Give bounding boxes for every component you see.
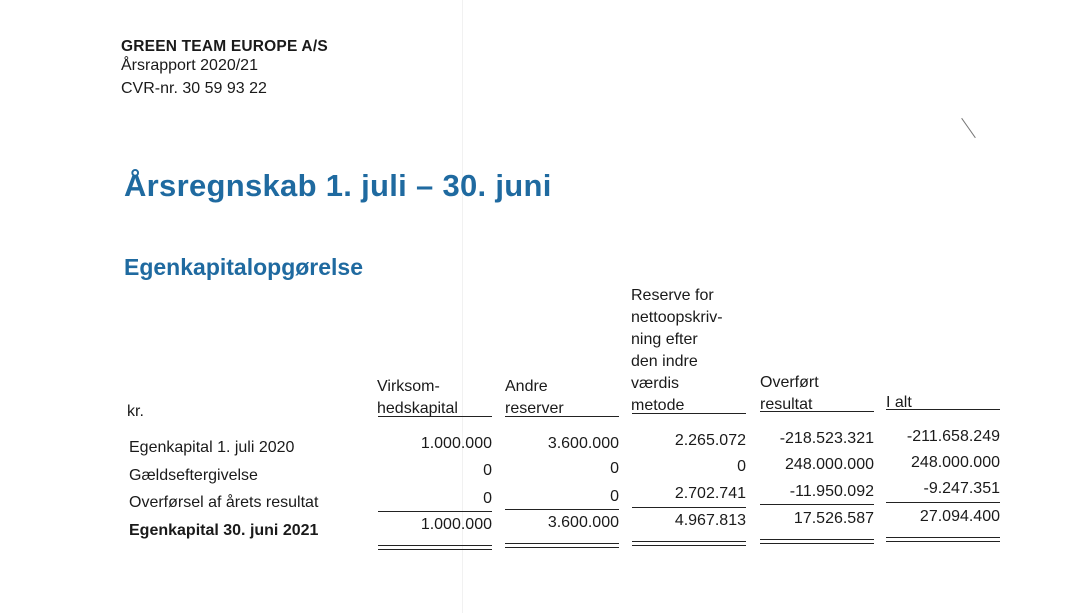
report-period: Årsrapport 2020/21 xyxy=(121,57,258,74)
subtotal-rule xyxy=(886,502,1000,503)
cell-value: 2.265.072 xyxy=(674,432,746,449)
col-header-andre-reserver xyxy=(505,376,564,420)
cell-value-total: 27.094.400 xyxy=(919,508,1000,525)
header-underline xyxy=(378,416,492,417)
col-header-line: Reserve for xyxy=(631,287,714,304)
header-underline xyxy=(886,409,1000,410)
cell-value: 0 xyxy=(483,462,492,479)
subtotal-rule xyxy=(378,511,492,512)
unit-label: kr. xyxy=(127,403,144,420)
cell-value: -211.658.249 xyxy=(906,428,1000,445)
col-header-line: Overført xyxy=(760,374,819,391)
cell-value-total: 4.967.813 xyxy=(674,512,746,529)
cell-value: 1.000.000 xyxy=(420,435,492,452)
cell-value: 2.702.741 xyxy=(674,485,746,502)
cell-value: 3.600.000 xyxy=(547,435,619,452)
scan-mark xyxy=(961,118,976,138)
col-header-line: Virksom- xyxy=(377,378,440,395)
cell-value: -9.247.351 xyxy=(923,480,1000,497)
cvr-number: CVR-nr. 30 59 93 22 xyxy=(121,80,267,97)
col-header-line: metode xyxy=(631,397,685,414)
col-header-reserve-nettoopskrivning xyxy=(631,285,723,417)
total-double-rule xyxy=(505,543,619,548)
row-label: Egenkapital 1. juli 2020 xyxy=(129,439,295,456)
col-header-line: ning efter xyxy=(631,331,698,348)
subtotal-rule xyxy=(505,509,619,510)
header-underline xyxy=(505,416,619,417)
row-label: Overførsel af årets resultat xyxy=(129,494,319,511)
cell-value: 0 xyxy=(610,460,619,477)
company-name: GREEN TEAM EUROPE A/S xyxy=(121,38,328,55)
total-double-rule xyxy=(886,537,1000,542)
cell-value: 248.000.000 xyxy=(911,454,1000,471)
col-header-line: I alt xyxy=(886,394,912,411)
cell-value-total: 3.600.000 xyxy=(547,514,619,531)
row-label: Gældseftergivelse xyxy=(129,467,258,484)
page-title: Årsregnskab 1. juli – 30. juni xyxy=(124,168,552,203)
col-header-line: hedskapital xyxy=(377,400,458,417)
header-underline xyxy=(760,411,874,412)
subtotal-rule xyxy=(760,504,874,505)
col-header-i-alt xyxy=(886,392,912,414)
total-double-rule xyxy=(632,541,746,546)
section-title: Egenkapitalopgørelse xyxy=(124,254,364,280)
col-header-line: reserver xyxy=(505,400,564,417)
header-underline xyxy=(632,413,746,414)
col-header-line: den indre xyxy=(631,353,698,370)
cell-value: 0 xyxy=(483,490,492,507)
col-header-line: nettoopskriv- xyxy=(631,309,723,326)
col-header-line: resultat xyxy=(760,396,813,413)
col-header-overfoert-resultat xyxy=(760,372,819,416)
cell-value-total: 17.526.587 xyxy=(793,510,874,527)
cell-value: 0 xyxy=(610,488,619,505)
col-header-line: værdis xyxy=(631,375,680,392)
total-double-rule xyxy=(760,539,874,544)
col-header-line: Andre xyxy=(505,378,548,395)
subtotal-rule xyxy=(632,507,746,508)
cell-value: -218.523.321 xyxy=(779,430,874,447)
cell-value: 0 xyxy=(737,458,746,475)
col-header-virksomhedskapital xyxy=(377,376,458,420)
cell-value: 248.000.000 xyxy=(785,456,874,473)
cell-value: -11.950.092 xyxy=(789,483,874,500)
cell-value-total: 1.000.000 xyxy=(420,516,492,533)
total-double-rule xyxy=(378,545,492,550)
row-label-total: Egenkapital 30. juni 2021 xyxy=(129,522,319,539)
